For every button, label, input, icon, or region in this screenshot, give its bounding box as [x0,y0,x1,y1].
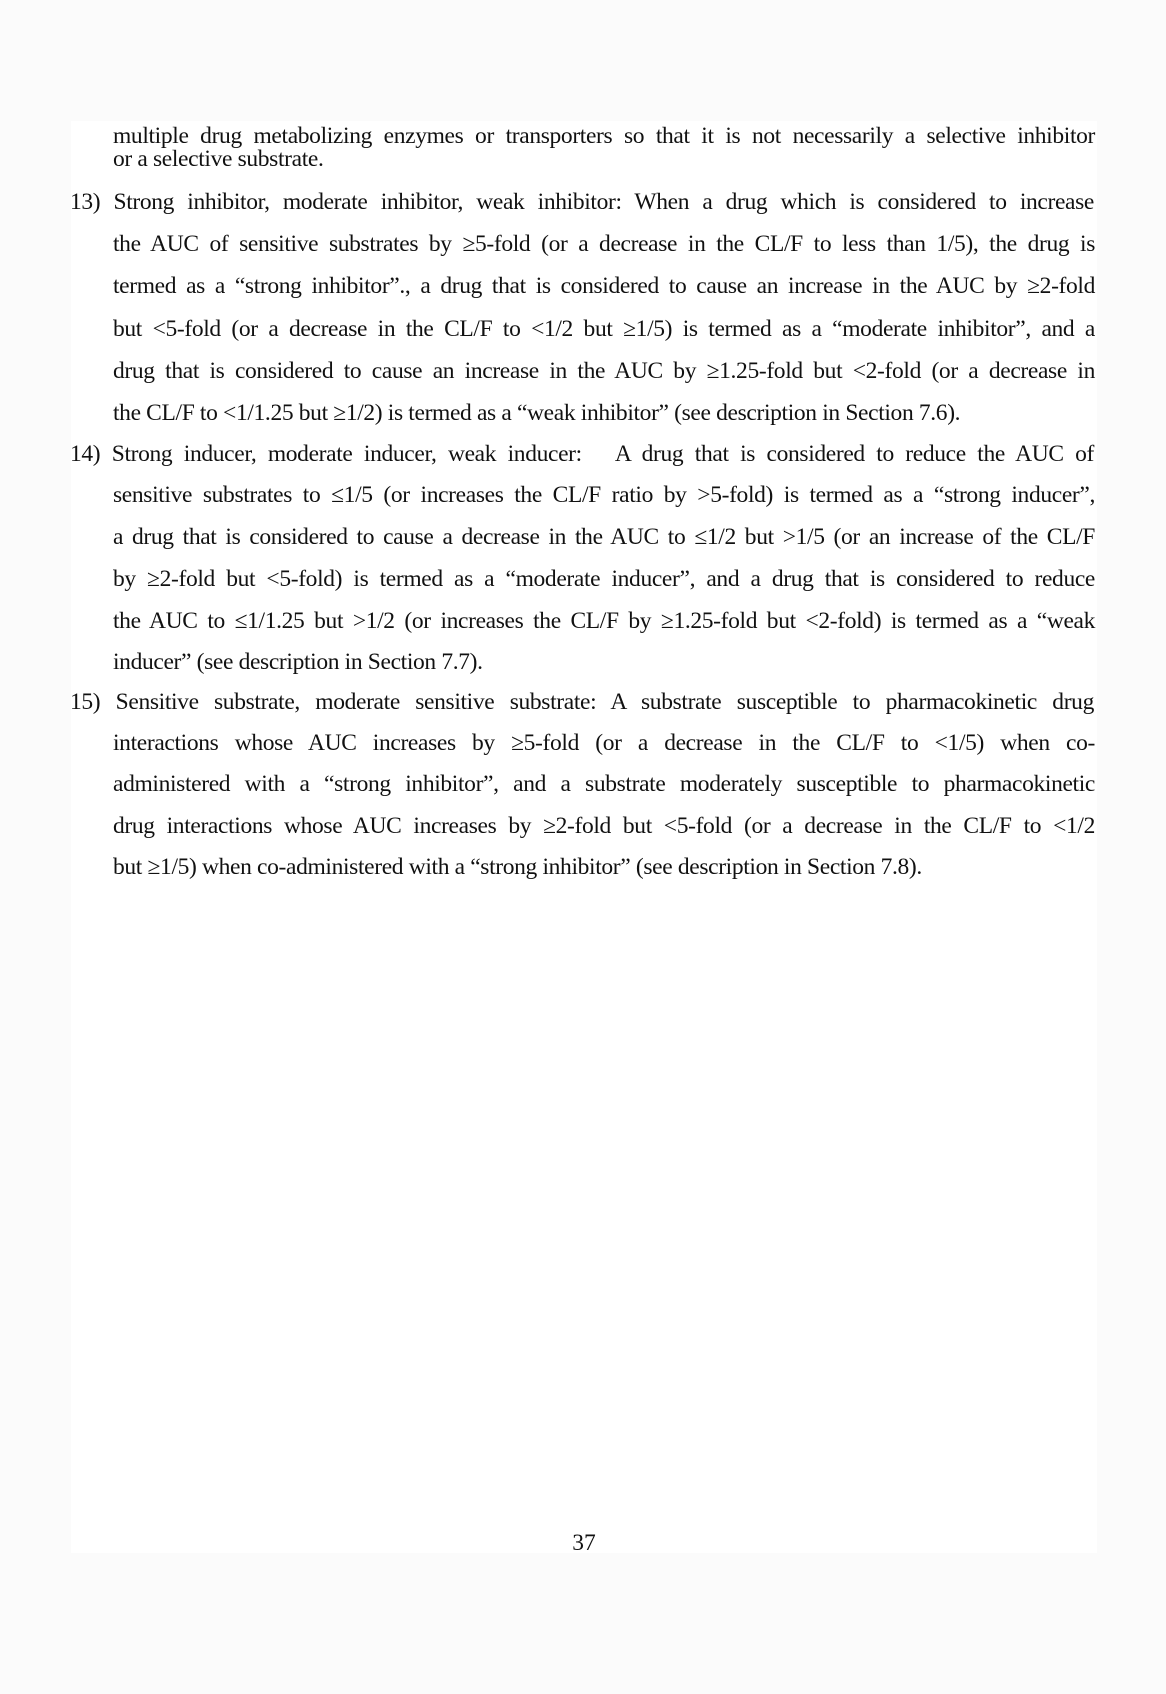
list-item-line: the AUC of sensitive substrates by ≥5-fold (or a decrease in the CL/F to less than 1/5), the drug is [113,231,1095,257]
list-item-number: 15) [70,689,101,715]
list-item-line: drug that is considered to cause an increase in the AUC by ≥1.25-fold but <2-fold (or a decrease in [113,358,1095,384]
list-item-line: but ≥1/5) when co-administered with a “strong inhibitor” (see description in Section 7.8). [113,854,922,880]
list-item-line: sensitive substrates to ≤1/5 (or increases the CL/F ratio by >5-fold) is termed as a “strong inducer”, [113,482,1095,508]
list-item-line: the AUC to ≤1/1.25 but >1/2 (or increases the CL/F by ≥1.25-fold but <2-fold) is termed as a “weak [113,608,1095,634]
continuation-line: or a selective substrate. [113,146,324,172]
document-page [70,121,1097,1556]
list-item-line: administered with a “strong inhibitor”, and a substrate moderately susceptible to pharmacokinetic [113,771,1095,797]
list-item-text: Strong inducer, moderate inducer, weak inducer: A drug that is considered to reduce the AUC of [111,441,1094,467]
list-item-line: inducer” (see description in Section 7.7). [113,649,483,675]
list-item-line: interactions whose AUC increases by ≥5-fold (or a decrease in the CL/F to <1/5) when co- [113,730,1095,756]
page-number: 37 [572,1530,596,1556]
list-item-15-first-line [70,687,1094,717]
list-item-number: 14) [70,441,101,467]
list-item-text: Sensitive substrate, moderate sensitive substrate: A substrate susceptible to pharmacokinetic drug [115,689,1094,715]
list-item-text: Strong inhibitor, moderate inhibitor, weak inhibitor: When a drug which is considered to increase [113,189,1095,215]
list-item-number: 13) [70,189,101,215]
list-item-13-first-line [70,187,1094,217]
list-item-14-first-line [70,439,1094,469]
list-item-line: a drug that is considered to cause a decrease in the AUC to ≤1/2 but >1/5 (or an increase of the CL/F [113,524,1095,550]
list-item-line: termed as a “strong inhibitor”., a drug that is considered to cause an increase in the AUC by ≥2-fold [113,273,1095,299]
list-item-line: but <5-fold (or a decrease in the CL/F to <1/2 but ≥1/5) is termed as a “moderate inhibitor”, and a [113,316,1095,342]
list-item-line: by ≥2-fold but <5-fold) is termed as a “moderate inducer”, and a drug that is considered to reduce [113,566,1095,592]
list-item-line: the CL/F to <1/1.25 but ≥1/2) is termed as a “weak inhibitor” (see description in Section 7.6). [113,400,961,426]
list-item-line: drug interactions whose AUC increases by ≥2-fold but <5-fold (or a decrease in the CL/F to <1/2 [113,813,1095,839]
continuation-line: multiple drug metabolizing enzymes or transporters so that it is not necessarily a selective inhibitor [113,123,1095,149]
